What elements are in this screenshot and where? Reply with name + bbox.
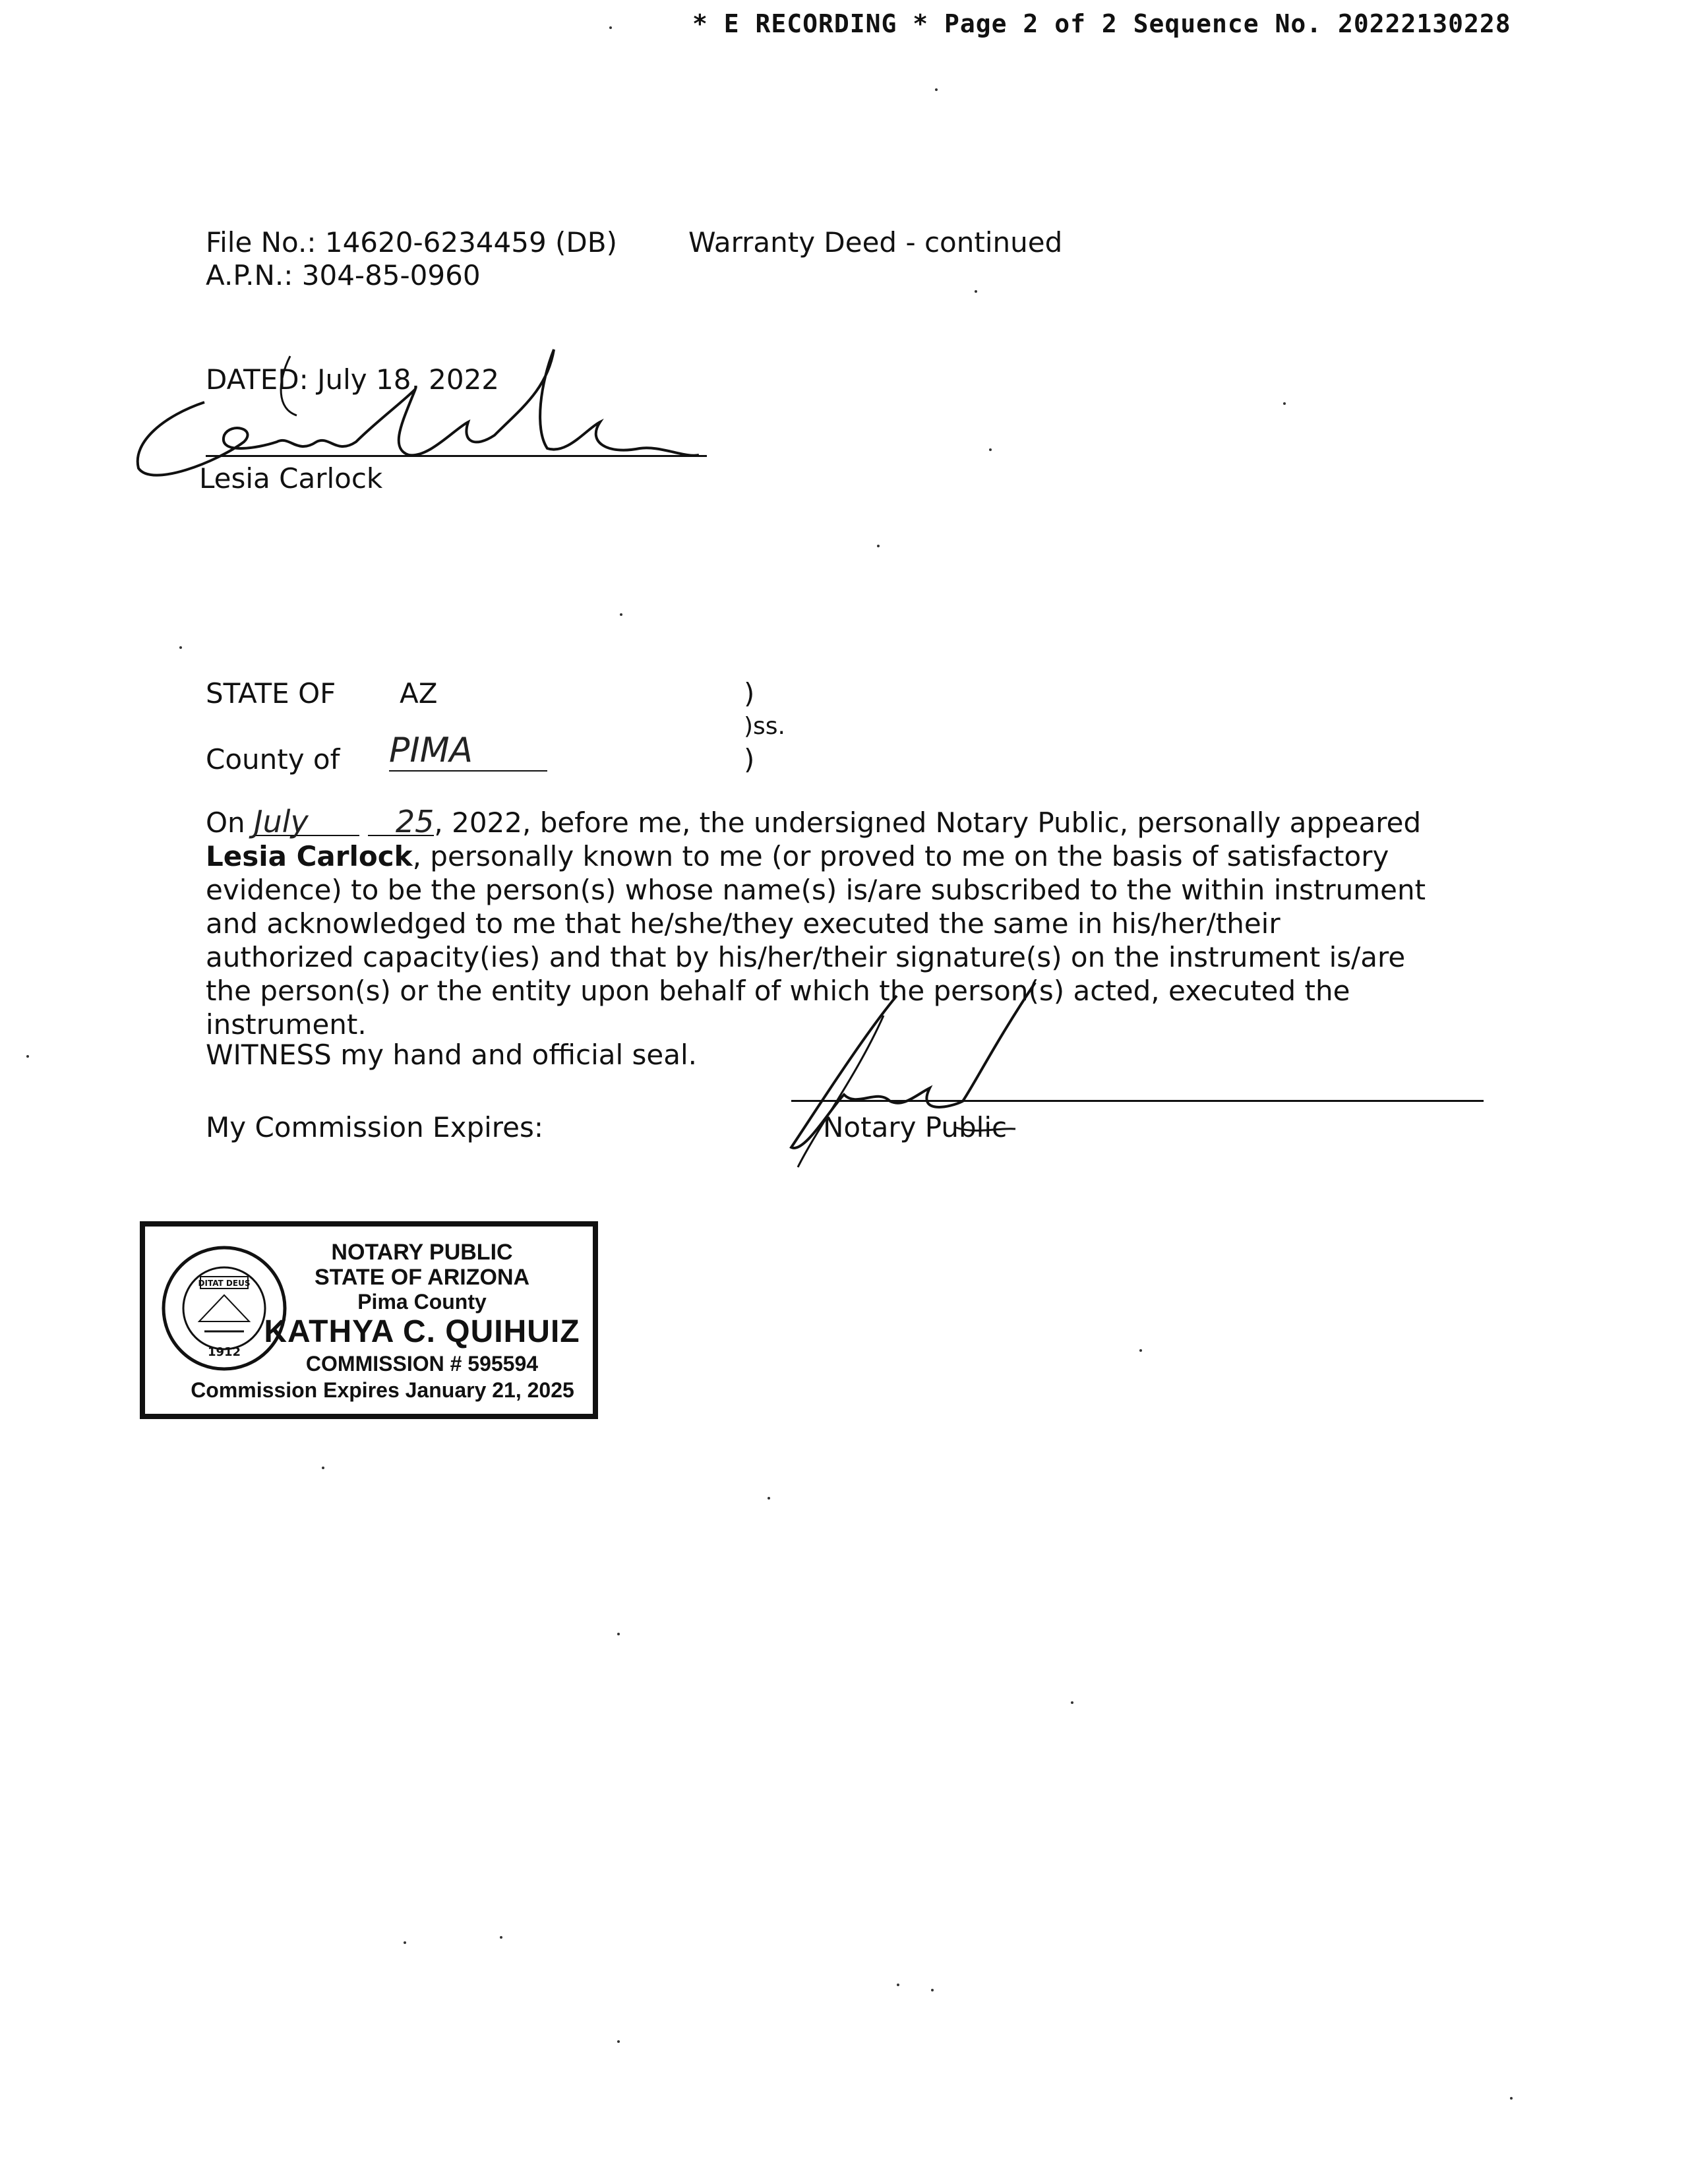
document-title: Warranty Deed - continued [688, 226, 1063, 258]
scan-speck [1071, 1701, 1073, 1704]
bracket-top: ) [744, 677, 755, 710]
scan-speck [768, 1497, 770, 1500]
signer-signature [125, 343, 706, 488]
stamp-commission-number: COMMISSION # 595594 [305, 1352, 539, 1376]
seal-year: 1912 [207, 1345, 241, 1359]
scan-speck [322, 1467, 324, 1469]
ack-year-text: , 2022, before me, the undersigned Notary Public, personally appeared [434, 806, 1422, 839]
county-label: County of [206, 743, 340, 775]
recording-header: * E RECORDING * Page 2 of 2 Sequence No. 20222130228 [692, 9, 1511, 38]
scan-speck [617, 2040, 620, 2043]
apn-number: A.P.N.: 304-85-0960 [206, 259, 481, 291]
ack-appeared-name: Lesia Carlock [206, 840, 413, 872]
ack-month: July [254, 808, 359, 836]
bracket-bottom: ) [744, 743, 755, 775]
scan-speck [617, 1633, 620, 1635]
notary-stamp [140, 1221, 598, 1419]
stamp-line-3: Pima County [357, 1290, 487, 1314]
scan-speck [179, 646, 182, 649]
scan-speck [877, 545, 880, 547]
commission-expires-label: My Commission Expires: [206, 1111, 543, 1143]
dated-line: DATED: July 18, 2022 [206, 363, 500, 396]
scan-speck [1510, 2097, 1513, 2100]
scan-speck [935, 88, 938, 91]
scan-speck [609, 26, 612, 29]
scan-speck [975, 290, 977, 293]
scan-speck [404, 1941, 406, 1944]
ack-on: On [206, 806, 245, 839]
county-value: PIMA [389, 731, 473, 770]
county-underline [389, 770, 547, 772]
scan-speck [897, 1984, 899, 1986]
ack-day: 25 [368, 808, 434, 836]
scan-speck [620, 613, 622, 616]
state-label: STATE OF [206, 677, 336, 710]
scan-speck [931, 1989, 934, 1991]
stamp-line-2: STATE OF ARIZONA [314, 1265, 530, 1290]
scan-speck [26, 1055, 29, 1058]
bracket-ss: )ss. [744, 713, 785, 740]
seal-motto: DITAT DEUS [198, 1279, 251, 1288]
state-value: AZ [400, 677, 438, 710]
notary-signature [778, 976, 1055, 1174]
signer-name: Lesia Carlock [199, 462, 383, 495]
notary-public-label: Notary Public [823, 1111, 1008, 1143]
file-number: File No.: 14620-6234459 (DB) [206, 226, 617, 258]
scan-speck [989, 448, 992, 451]
stamp-notary-name: KATHYA C. QUIHUIZ [264, 1314, 580, 1349]
scan-speck [1139, 1349, 1142, 1352]
stamp-expiration: Commission Expires January 21, 2025 [191, 1378, 574, 1402]
scan-speck [500, 1936, 502, 1939]
witness-line: WITNESS my hand and official seal. [206, 1039, 697, 1071]
scan-speck [1283, 402, 1286, 405]
stamp-line-1: NOTARY PUBLIC [331, 1240, 513, 1265]
ack-body: , personally known to me (or proved to me on the basis of satisfactory evidence) to be the person(s) whose name(s) is/are subscribed to the within instrument and acknowledged to me that he/she/they executed the same in his/her/their authorized capacity(ies) and that by his/her/their signature(s) on the instrument is/are the person(s) or the entity upon behalf of which the person(s) acted, executed the instrument. [206, 840, 1426, 1041]
